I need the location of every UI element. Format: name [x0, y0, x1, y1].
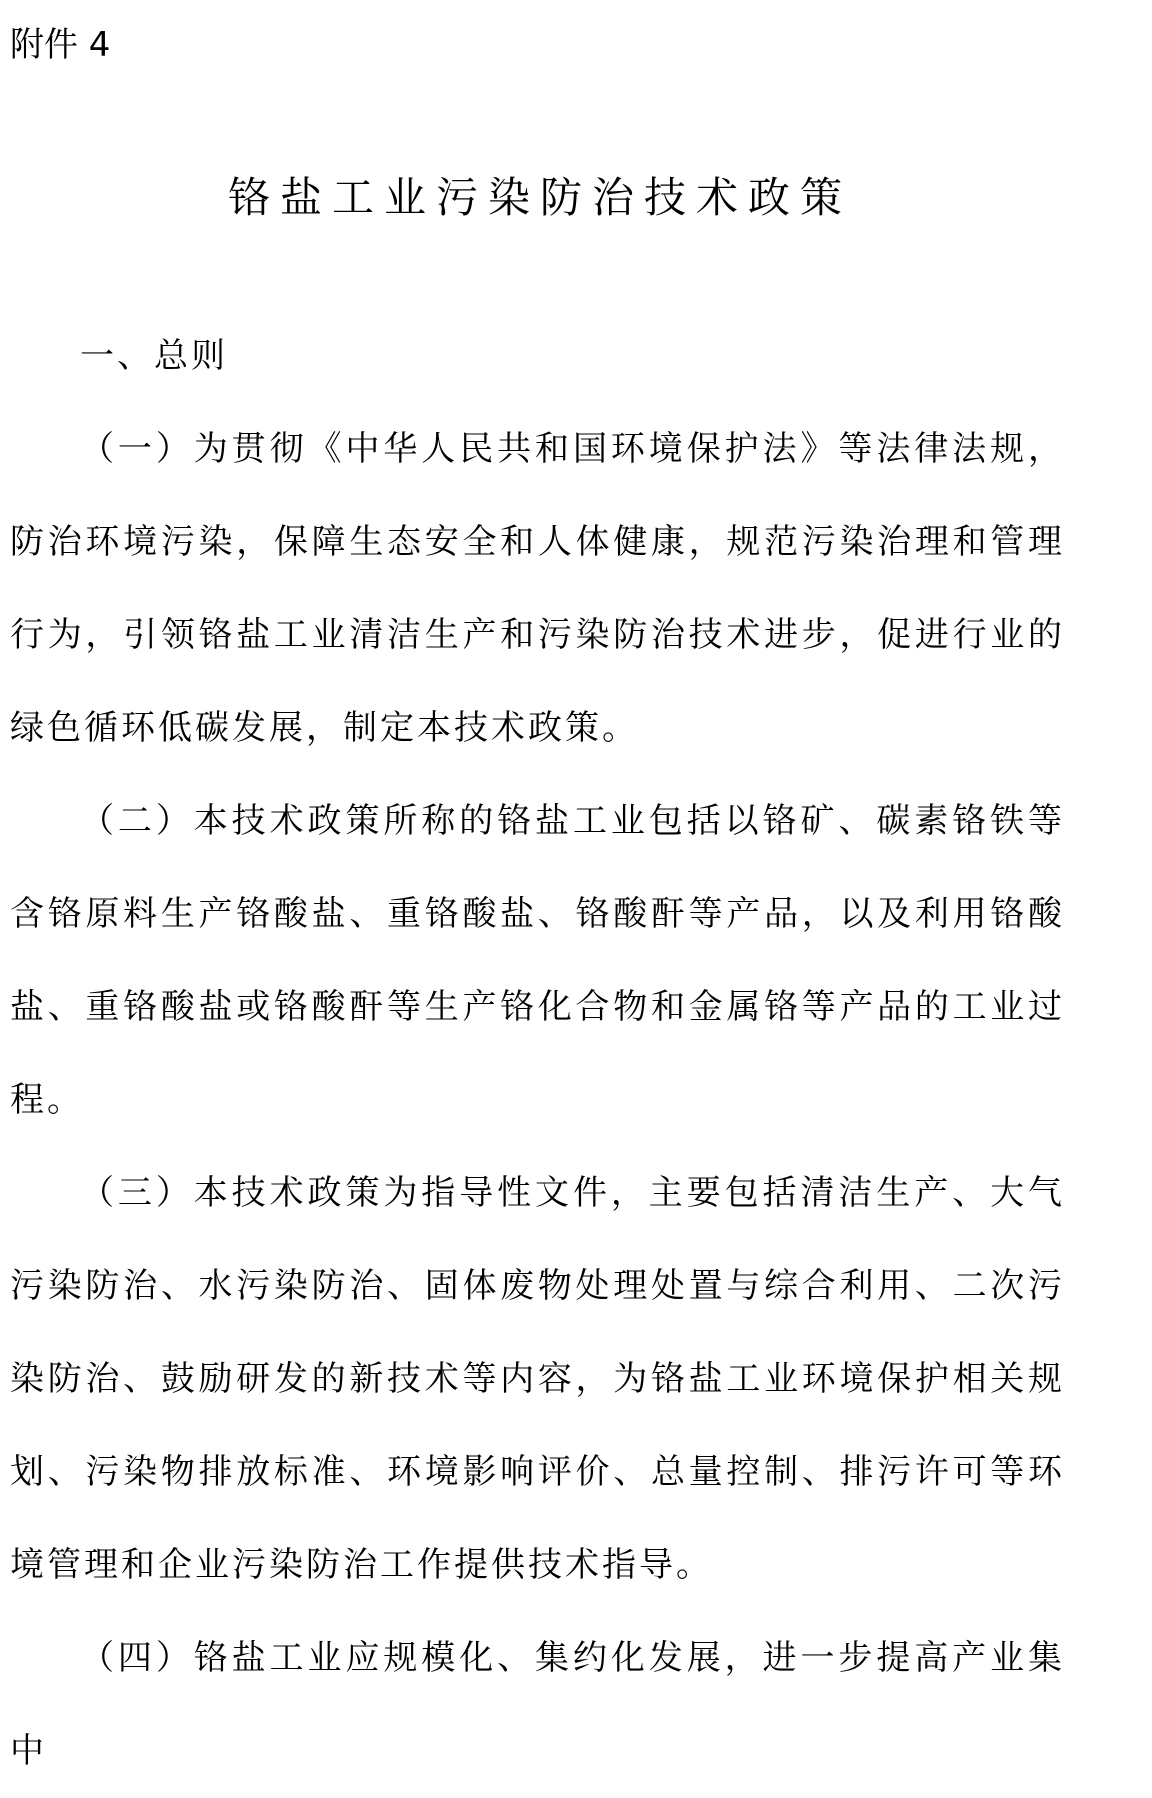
paragraph-4: （四）铬盐工业应规模化、集约化发展，进一步提高产业集中 [10, 1638, 1065, 1771]
document-title: 铬盐工业污染防治技术政策 [227, 173, 852, 222]
paragraph-1: （一）为贯彻《中华人民共和国环境保护法》等法律法规，防治环境污染，保障生态安全和人体健康，规范污染治理和管理行为，引领铬盐工业清洁生产和污染防治技术进步，促进行业的绿色循环低碳发展，制定本技术政策。 [10, 429, 1065, 748]
paragraph-3: （三）本技术政策为指导性文件，主要包括清洁生产、大气污染防治、水污染防治、固体废物处理处置与综合利用、二次污染防治、鼓励研发的新技术等内容，为铬盐工业环境保护相关规划、污染物排放标准、环境影响评价、总量控制、排污许可等环境管理和企业污染防治工作提供技术指导。 [10, 1173, 1065, 1585]
attachment-label: 附件 4 [10, 25, 111, 65]
paragraph-2: （二）本技术政策所称的铬盐工业包括以铬矿、碳素铬铁等含铬原料生产铬酸盐、重铬酸盐、铬酸酐等产品，以及利用铬酸盐、重铬酸盐或铬酸酐等生产铬化合物和金属铬等产品的工业过程。 [10, 801, 1065, 1120]
document-body [10, 310, 1065, 1798]
section-heading-general: 一、总则 [80, 336, 228, 376]
